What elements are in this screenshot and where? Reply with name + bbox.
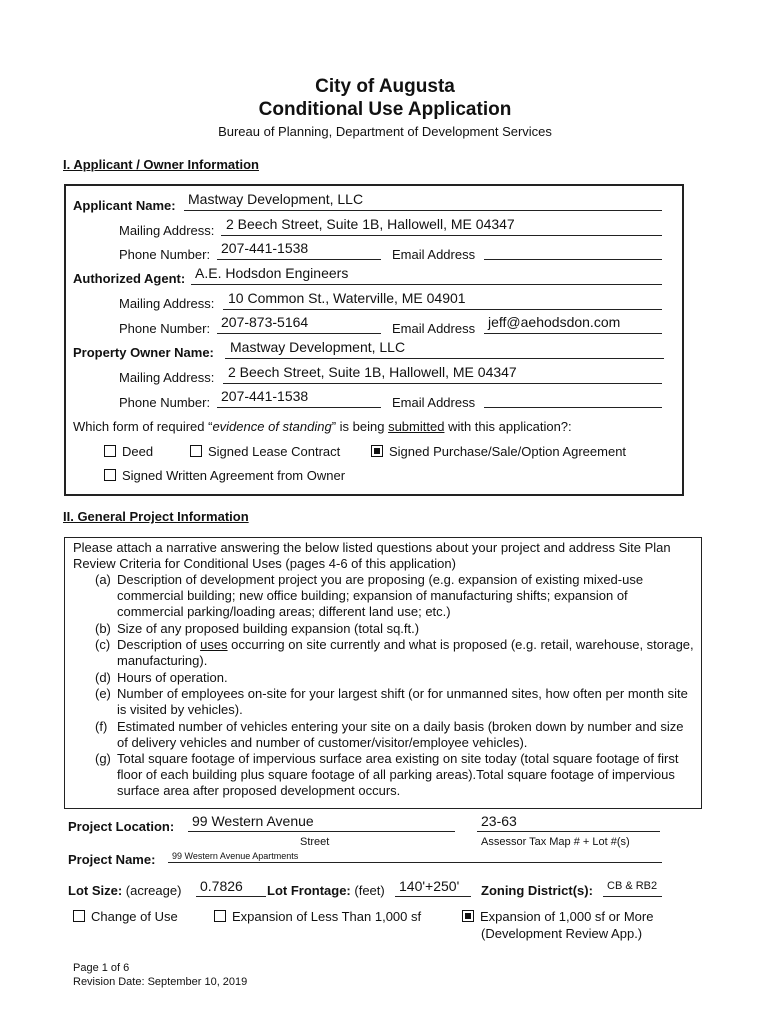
list-item-mark: (c) bbox=[95, 637, 111, 652]
lot-size-label bbox=[68, 883, 181, 898]
deed-checkbox[interactable] bbox=[104, 445, 116, 457]
written-agreement-label: Signed Written Agreement from Owner bbox=[122, 468, 346, 483]
change-of-use-label: Change of Use bbox=[91, 909, 178, 924]
lot-size-underline bbox=[196, 896, 266, 897]
owner-name-label: Property Owner Name: bbox=[73, 345, 214, 360]
agent-email-field[interactable]: jeff@aehodsdon.com bbox=[488, 314, 621, 330]
deed-label: Deed bbox=[122, 444, 154, 459]
agent-address-underline bbox=[223, 309, 662, 310]
lot-frontage-label-bold: Lot Frontage: bbox=[267, 883, 351, 898]
lot-frontage-label bbox=[267, 883, 385, 898]
question-part-3: ” is being bbox=[331, 419, 389, 434]
expansion-less-label: Expansion of Less Than 1,000 sf bbox=[232, 909, 422, 924]
owner-email-label: Email Address bbox=[392, 395, 476, 410]
project-location-underline bbox=[188, 831, 455, 832]
list-item-mark: (d) bbox=[95, 670, 111, 685]
applicant-address-underline bbox=[221, 235, 662, 236]
list-item-text: Estimated number of vehicles entering your site on a daily basis (broken down by number and size of delivery vehicles and number of customer/visitor/employee vehicles). bbox=[117, 719, 684, 751]
list-item bbox=[95, 637, 695, 670]
expansion-more-checkbox[interactable] bbox=[462, 910, 474, 922]
list-item-text bbox=[117, 637, 695, 669]
list-item-text: Total square footage of impervious surface area existing on site today (total square footage of first floor of each building plus square footage of all parking areas).Total square footage of impervious surface area after proposed development occurs. bbox=[117, 751, 679, 799]
agent-phone-field[interactable]: 207-873-5164 bbox=[221, 314, 309, 330]
list-item-text: Number of employees on-site for your largest shift (or for unmanned sites, how often per month site is visited by vehicles). bbox=[117, 686, 688, 718]
expansion-more-label: Expansion of 1,000 sf or More bbox=[480, 909, 654, 924]
agent-email-underline bbox=[484, 333, 662, 334]
list-item-text: Hours of operation. bbox=[117, 670, 228, 685]
owner-name-underline bbox=[225, 358, 664, 359]
owner-name-field[interactable]: Mastway Development, LLC bbox=[230, 339, 406, 355]
list-item-text: Size of any proposed building expansion (total sq.ft.) bbox=[117, 621, 420, 636]
list-item bbox=[95, 686, 695, 719]
change-of-use-checkbox[interactable] bbox=[73, 910, 85, 922]
zoning-underline bbox=[603, 896, 662, 897]
city-title: City of Augusta bbox=[315, 76, 455, 97]
list-item-text: Description of development project you are proposing (e.g. expansion of existing mixed-use commercial building; new office building; expansion of manufacturing shifts; expansion of commercial parking/loading areas; different land use; etc.) bbox=[117, 572, 644, 620]
lease-label: Signed Lease Contract bbox=[208, 444, 341, 459]
project-location-field[interactable]: 99 Western Avenue bbox=[192, 813, 314, 829]
list-item-mark: (b) bbox=[95, 621, 111, 636]
map-lot-caption: Assessor Tax Map # + Lot #(s) bbox=[481, 836, 630, 848]
expansion-less-option[interactable] bbox=[214, 909, 421, 924]
written-agreement-option[interactable] bbox=[104, 468, 345, 483]
list-item bbox=[95, 621, 695, 638]
owner-phone-label: Phone Number: bbox=[119, 395, 211, 410]
applicant-address-field[interactable]: 2 Beech Street, Suite 1B, Hallowell, ME 04347 bbox=[226, 216, 515, 232]
list-item bbox=[95, 670, 695, 687]
owner-mailing-label: Mailing Address: bbox=[119, 370, 215, 385]
applicant-phone-underline bbox=[217, 259, 381, 260]
street-caption: Street bbox=[300, 836, 330, 848]
lease-option[interactable] bbox=[190, 444, 340, 459]
agent-name-field[interactable]: A.E. Hodsdon Engineers bbox=[195, 265, 349, 281]
lot-size-label-bold: Lot Size: bbox=[68, 883, 123, 898]
purchase-checkbox[interactable] bbox=[371, 445, 383, 457]
lot-frontage-underline bbox=[395, 896, 471, 897]
purchase-option[interactable] bbox=[371, 444, 626, 459]
zoning-label: Zoning District(s): bbox=[481, 883, 593, 898]
applicant-name-field[interactable]: Mastway Development, LLC bbox=[188, 191, 364, 207]
agent-name-underline bbox=[191, 284, 662, 285]
owner-phone-field[interactable]: 207-441-1538 bbox=[221, 388, 309, 404]
applicant-email-underline bbox=[484, 259, 662, 260]
lot-size-unit: (acreage) bbox=[125, 883, 182, 898]
change-of-use-option[interactable] bbox=[73, 909, 178, 924]
list-item bbox=[95, 572, 695, 622]
agent-mailing-label: Mailing Address: bbox=[119, 296, 215, 311]
uses-text-post: occurring on site currently and what is proposed (e.g. retail, warehouse, storage, manufacturing). bbox=[117, 637, 694, 669]
applicant-mailing-label: Mailing Address: bbox=[119, 223, 215, 238]
list-item-mark: (g) bbox=[95, 751, 111, 766]
section-2-heading: II. General Project Information bbox=[63, 509, 249, 524]
applicant-phone-field[interactable]: 207-441-1538 bbox=[221, 240, 309, 256]
form-title: Conditional Use Application bbox=[258, 99, 512, 120]
applicant-name-label: Applicant Name: bbox=[73, 198, 176, 213]
applicant-phone-label: Phone Number: bbox=[119, 247, 211, 262]
agent-name-label: Authorized Agent: bbox=[73, 271, 186, 286]
applicant-name-underline bbox=[184, 210, 662, 211]
list-item-mark: (a) bbox=[95, 572, 111, 587]
question-part-5: with this application?: bbox=[444, 419, 572, 434]
owner-address-field[interactable]: 2 Beech Street, Suite 1B, Hallowell, ME 04347 bbox=[228, 364, 517, 380]
lot-frontage-field[interactable]: 140'+250' bbox=[399, 878, 460, 894]
expansion-less-checkbox[interactable] bbox=[214, 910, 226, 922]
project-location-label: Project Location: bbox=[68, 819, 175, 834]
applicant-email-label: Email Address bbox=[392, 247, 476, 262]
owner-address-underline bbox=[223, 383, 662, 384]
expansion-more-sublabel: (Development Review App.) bbox=[481, 926, 643, 941]
project-name-underline bbox=[168, 862, 662, 863]
uses-text-underlined: uses bbox=[200, 637, 228, 652]
section-1-heading: I. Applicant / Owner Information bbox=[63, 157, 259, 172]
list-item bbox=[95, 719, 695, 752]
agent-phone-underline bbox=[217, 333, 381, 334]
agent-address-field[interactable]: 10 Common St., Waterville, ME 04901 bbox=[228, 290, 466, 306]
evidence-of-standing-question bbox=[73, 419, 572, 434]
question-part-1: Which form of required “ bbox=[73, 419, 213, 434]
map-lot-field[interactable]: 23-63 bbox=[481, 813, 517, 829]
expansion-more-option[interactable] bbox=[462, 909, 653, 924]
lot-frontage-unit: (feet) bbox=[354, 883, 385, 898]
question-part-2: evidence of standing bbox=[212, 419, 332, 434]
owner-email-underline bbox=[484, 407, 662, 408]
list-item-mark: (f) bbox=[95, 719, 108, 734]
page-number: Page 1 of 6 bbox=[73, 962, 130, 974]
revision-date: Revision Date: September 10, 2019 bbox=[73, 976, 248, 988]
deed-option[interactable] bbox=[104, 444, 153, 459]
zoning-field[interactable]: CB & RB2 bbox=[607, 880, 658, 892]
lot-size-field[interactable]: 0.7826 bbox=[200, 878, 243, 894]
owner-phone-underline bbox=[217, 407, 381, 408]
form-subtitle: Bureau of Planning, Department of Development Services bbox=[218, 124, 552, 139]
project-name-field[interactable]: 99 Western Avenue Apartments bbox=[172, 851, 299, 861]
narrative-intro: Please attach a narrative answering the below listed questions about your project and address Site Plan Review Criteria for Conditional Uses (pages 4-6 of this application) bbox=[73, 540, 671, 572]
question-part-4: submitted bbox=[388, 419, 445, 434]
uses-text-pre: Description of bbox=[117, 637, 201, 652]
list-item-mark: (e) bbox=[95, 686, 111, 701]
project-name-label: Project Name: bbox=[68, 852, 156, 867]
agent-phone-label: Phone Number: bbox=[119, 321, 211, 336]
purchase-label: Signed Purchase/Sale/Option Agreement bbox=[389, 444, 627, 459]
lease-checkbox[interactable] bbox=[190, 445, 202, 457]
list-item bbox=[95, 751, 695, 801]
map-lot-underline bbox=[477, 831, 660, 832]
agent-email-label: Email Address bbox=[392, 321, 476, 336]
written-agreement-checkbox[interactable] bbox=[104, 469, 116, 481]
